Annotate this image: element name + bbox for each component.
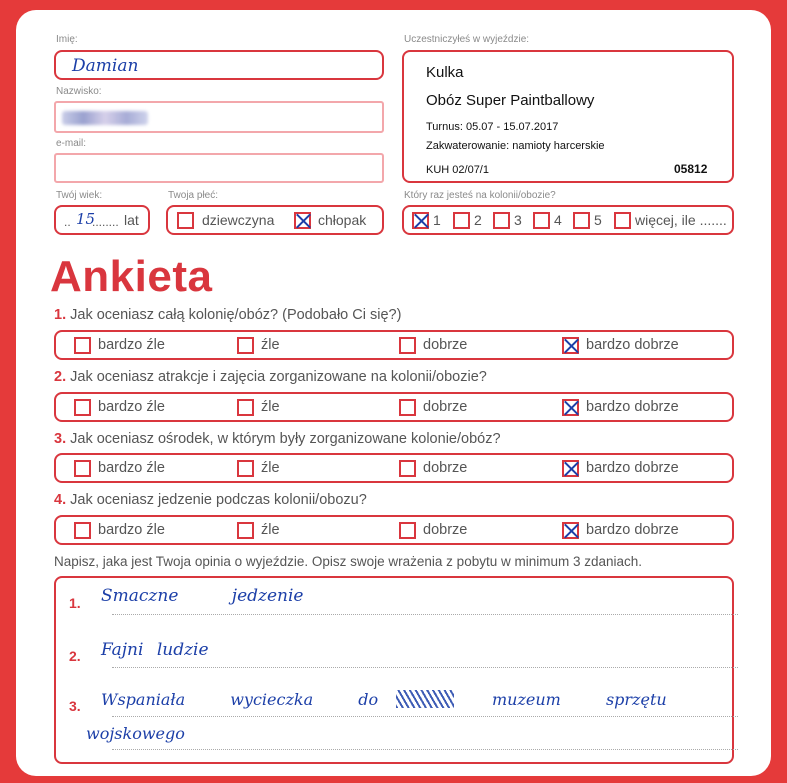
- question-1-text: Jak oceniasz całą kolonię/obóz? (Podobało Ci się?): [70, 307, 402, 323]
- plec-m-checkbox[interactable]: [294, 212, 311, 229]
- wiek-prefix: ..: [64, 215, 71, 229]
- question-4-num: 4.: [54, 492, 67, 508]
- times-group: [402, 205, 734, 235]
- plec-f-label: dziewczyna: [202, 212, 275, 228]
- q2-opt1-label: bardzo źle: [98, 399, 165, 415]
- q2-opt3-checkbox[interactable]: [399, 399, 416, 416]
- q3-opt1-label: bardzo źle: [98, 460, 165, 476]
- q1-opt3-label: dobrze: [423, 337, 468, 353]
- opinion-line-2-text: Fajni ludzie: [101, 640, 209, 660]
- q1-opt2-checkbox[interactable]: [237, 337, 254, 354]
- q4-opt3-label: dobrze: [423, 522, 468, 538]
- question-3-options: [54, 453, 734, 483]
- zakw-value: namioty harcerskie: [512, 140, 605, 152]
- q3-opt4-checkbox[interactable]: [562, 460, 579, 477]
- q3-opt3-label: dobrze: [423, 460, 468, 476]
- scribble-mark: [396, 690, 454, 708]
- opinion-line-3-cont: wojskowego: [86, 724, 185, 743]
- times-more-checkbox[interactable]: [614, 212, 631, 229]
- question-4-options: [54, 515, 734, 545]
- email-field[interactable]: [54, 153, 384, 183]
- zakw-label: Zakwaterowanie:: [426, 140, 510, 152]
- q2-opt2-checkbox[interactable]: [237, 399, 254, 416]
- opinion-line-3-text-b: muzeum sprzętu: [492, 690, 667, 709]
- times-3-checkbox[interactable]: [493, 212, 510, 229]
- question-2-options: [54, 392, 734, 422]
- times-4-checkbox[interactable]: [533, 212, 550, 229]
- q3-opt2-label: źle: [261, 460, 280, 476]
- q4-opt4-checkbox[interactable]: [562, 522, 579, 539]
- question-3-text: Jak oceniasz ośrodek, w którym były zorganizowane kolonie/obóz?: [70, 431, 501, 447]
- plec-f-checkbox[interactable]: [177, 212, 194, 229]
- wiek-label: Twój wiek:: [56, 190, 103, 201]
- nazwisko-redacted: [62, 111, 148, 125]
- q4-opt1-checkbox[interactable]: [74, 522, 91, 539]
- q3-opt4-label: bardzo dobrze: [586, 460, 679, 476]
- times-1-checkbox[interactable]: [412, 212, 429, 229]
- nazwisko-field[interactable]: [54, 101, 384, 133]
- imie-value: Damian: [72, 56, 139, 76]
- q1-opt2-label: źle: [261, 337, 280, 353]
- wiek-field[interactable]: [54, 205, 150, 235]
- trip-turnus: [426, 121, 558, 133]
- opinion-line-2-num: 2.: [69, 648, 81, 664]
- survey-title: Ankieta: [50, 252, 213, 301]
- q4-opt2-label: źle: [261, 522, 280, 538]
- times-1-label: 1: [433, 212, 441, 228]
- opinion-line-3-text: Wspaniała wycieczka do: [101, 690, 379, 709]
- question-1-num: 1.: [54, 307, 67, 323]
- plec-label: Twoja płeć:: [168, 190, 219, 201]
- wiek-unit: lat: [124, 212, 139, 228]
- q2-opt1-checkbox[interactable]: [74, 399, 91, 416]
- question-4: [54, 492, 367, 508]
- times-3-label: 3: [514, 212, 522, 228]
- trip-number: 05812: [674, 162, 708, 176]
- times-2-checkbox[interactable]: [453, 212, 470, 229]
- wiek-suffix: ........: [92, 215, 119, 229]
- times-5-label: 5: [594, 212, 602, 228]
- question-1: [54, 307, 401, 323]
- q2-opt4-label: bardzo dobrze: [586, 399, 679, 415]
- q3-opt2-checkbox[interactable]: [237, 460, 254, 477]
- opinion-line-1-num: 1.: [69, 595, 81, 611]
- question-3: [54, 431, 501, 447]
- question-2: [54, 369, 487, 385]
- times-4-label: 4: [554, 212, 562, 228]
- q2-opt3-label: dobrze: [423, 399, 468, 415]
- times-more-label: więcej, ile .......: [635, 212, 727, 228]
- opinion-line-2-rule: [112, 667, 738, 668]
- opinion-line-3-rule: [112, 716, 738, 717]
- wiek-value: 15: [76, 210, 96, 228]
- question-1-options: [54, 330, 734, 360]
- q1-opt1-label: bardzo źle: [98, 337, 165, 353]
- opinion-line-3-num: 3.: [69, 698, 81, 714]
- opinion-line-4-rule: [112, 749, 738, 750]
- trip-label: Uczestniczyłeś w wyjeździe:: [404, 34, 530, 45]
- question-2-num: 2.: [54, 369, 67, 385]
- q1-opt3-checkbox[interactable]: [399, 337, 416, 354]
- question-2-text: Jak oceniasz atrakcje i zajęcia zorganizowane na kolonii/obozie?: [70, 369, 487, 385]
- trip-code: KUH 02/07/1: [426, 164, 489, 176]
- times-2-label: 2: [474, 212, 482, 228]
- plec-m-label: chłopak: [318, 212, 367, 228]
- q4-opt3-checkbox[interactable]: [399, 522, 416, 539]
- nazwisko-label: Nazwisko:: [56, 86, 102, 97]
- q3-opt3-checkbox[interactable]: [399, 460, 416, 477]
- trip-box: [402, 50, 734, 183]
- imie-label: Imię:: [56, 34, 78, 45]
- opinion-line-1-rule: [112, 614, 738, 615]
- q4-opt2-checkbox[interactable]: [237, 522, 254, 539]
- email-label: e-mail:: [56, 138, 87, 149]
- q1-opt4-label: bardzo dobrze: [586, 337, 679, 353]
- q3-opt1-checkbox[interactable]: [74, 460, 91, 477]
- question-4-text: Jak oceniasz jedzenie podczas kolonii/obozu?: [70, 492, 367, 508]
- q2-opt2-label: źle: [261, 399, 280, 415]
- q1-opt4-checkbox[interactable]: [562, 337, 579, 354]
- turnus-label: Turnus:: [426, 121, 463, 133]
- imie-field[interactable]: [54, 50, 384, 80]
- q2-opt4-checkbox[interactable]: [562, 399, 579, 416]
- opinion-prompt: Napisz, jaka jest Twoja opinia o wyjeździe. Opisz swoje wrażenia z pobytu w minimum 3 zdaniach.: [54, 554, 643, 569]
- opinion-line-1-text: Smaczne jedzenie: [101, 586, 304, 606]
- q4-opt4-label: bardzo dobrze: [586, 522, 679, 538]
- q1-opt1-checkbox[interactable]: [74, 337, 91, 354]
- trip-camp: Obóz Super Paintballowy: [426, 92, 595, 109]
- times-5-checkbox[interactable]: [573, 212, 590, 229]
- trip-zakw: [426, 140, 605, 152]
- q4-opt1-label: bardzo źle: [98, 522, 165, 538]
- times-label: Który raz jesteś na kolonii/obozie?: [404, 190, 556, 201]
- trip-name: Kulka: [426, 64, 464, 81]
- plec-group: [166, 205, 384, 235]
- question-3-num: 3.: [54, 431, 67, 447]
- turnus-value: 05.07 - 15.07.2017: [465, 121, 559, 133]
- survey-sheet: [16, 10, 771, 776]
